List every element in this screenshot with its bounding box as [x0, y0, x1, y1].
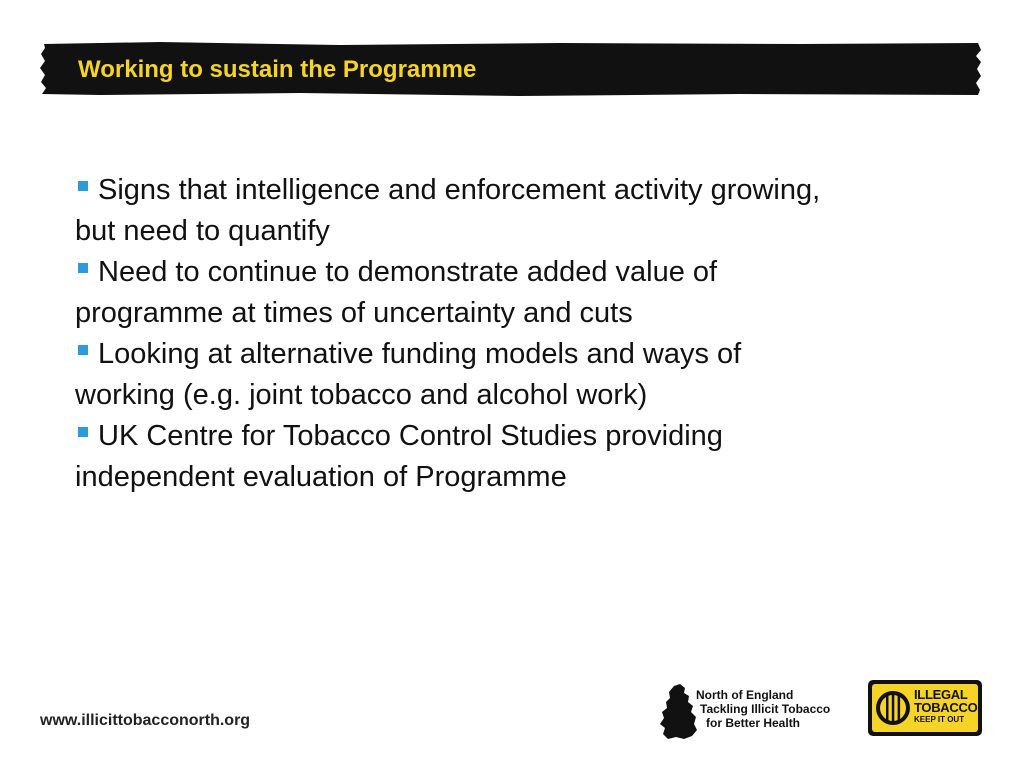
bullet-square-icon — [78, 181, 88, 191]
bullet-text-line1: Need to continue to demonstrate added value of — [98, 256, 718, 288]
footer-url[interactable]: www.illicittobacconorth.org — [40, 712, 251, 729]
bullet-item — [75, 170, 975, 252]
bullet-square-icon — [78, 345, 88, 355]
bullet-text-line2: working (e.g. joint tobacco and alcohol work) — [75, 379, 648, 411]
bullet-square-icon — [78, 427, 88, 437]
north-england-map-icon — [658, 684, 698, 740]
bullet-text-line1: Signs that intelligence and enforcement activity growing, — [98, 174, 821, 206]
page-title: Working to sustain the Programme — [78, 56, 477, 83]
it-line1: ILLEGAL — [914, 687, 968, 702]
bullet-square-icon — [78, 263, 88, 273]
bullet-item — [75, 252, 975, 334]
bullet-text-line1: Looking at alternative funding models and ways of — [98, 338, 742, 370]
bullet-text-line2: independent evaluation of Programme — [75, 461, 567, 493]
it-line3: KEEP IT OUT — [914, 715, 965, 724]
north-of-england-text — [696, 688, 830, 730]
bullet-item — [75, 334, 975, 416]
bullet-text-line2: programme at times of uncertainty and cuts — [75, 297, 633, 329]
bullet-item — [75, 416, 975, 498]
barred-circle-icon — [876, 691, 910, 725]
illegal-tobacco-text — [914, 688, 977, 725]
north-of-england-logo — [658, 684, 848, 742]
noe-line3: for Better Health — [706, 716, 801, 730]
noe-line2: Tackling Illicit Tobacco — [700, 702, 831, 716]
bullet-list — [75, 170, 975, 498]
illegal-tobacco-logo — [866, 678, 984, 738]
it-line2: TOBACCO — [914, 700, 978, 715]
title-banner — [40, 42, 982, 96]
noe-line1: North of England — [696, 688, 794, 702]
bullet-text-line1: UK Centre for Tobacco Control Studies providing — [98, 420, 723, 452]
bullet-text-line2: but need to quantify — [75, 215, 330, 247]
